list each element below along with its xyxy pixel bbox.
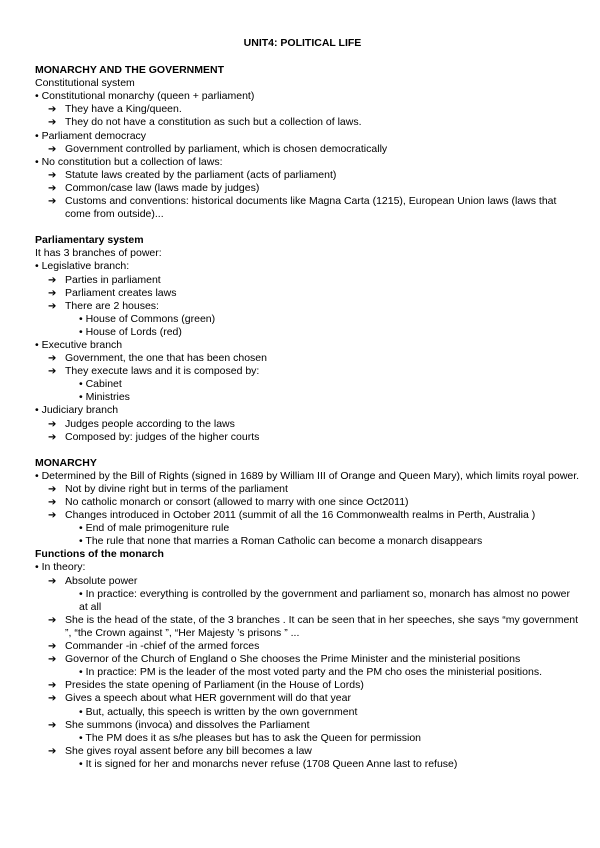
- arrow-item: ➔ Changes introduced in October 2011 (summit of all the 16 Commonwealth realms in Perth, Australia ): [48, 509, 536, 522]
- document-page: [35, 37, 580, 771]
- sub-bullet-item: • House of Lords (red): [79, 325, 182, 338]
- sub-bullet-item: • In practice: everything is controlled by the government and parliament so, monarch has almost no power at all: [79, 587, 571, 613]
- arrow-item: ➔ No catholic monarch or consort (allowed to marry with one since Oct2011): [48, 496, 409, 508]
- sub-bullet-item: • End of male primogeniture rule: [79, 522, 230, 535]
- arrow-item: ➔ Judges people according to the laws: [48, 417, 235, 430]
- arrow-right-icon: ➔: [48, 300, 57, 312]
- bullet-item: • Determined by the Bill of Rights (signed in 1689 by William III of Orange and Queen Mary), which limits royal power.: [35, 469, 580, 482]
- arrow-right-icon: ➔: [48, 117, 57, 129]
- arrow-item: ➔ Not by divine right but in terms of the parliament: [48, 482, 288, 495]
- arrow-item: ➔ Government, the one that has been chosen: [48, 352, 267, 365]
- arrow-right-icon: ➔: [48, 497, 57, 508]
- bullet-item: • Judiciary branch: [35, 404, 119, 417]
- bullet-item: • Executive branch: [35, 338, 123, 351]
- arrow-right-icon: ➔: [48, 287, 57, 299]
- bullet-item: • Legislative branch:: [35, 260, 130, 273]
- arrow-item: ➔ Presides the state opening of Parliament (in the House of Lords): [48, 679, 364, 692]
- sub-bullet-item: • Ministries: [79, 391, 130, 404]
- arrow-item: ➔ She is the head of the state, of the 3 branches . It can be seen that in her speeches, she says “my government ”, “the Crown against ”, “Her Majesty ’s prisons ” ...: [48, 613, 579, 639]
- arrow-right-icon: ➔: [48, 169, 57, 181]
- arrow-right-icon: ➔: [48, 483, 57, 495]
- page-title: UNIT4: POLITICAL LIFE: [243, 37, 362, 49]
- sub-bullet-item: • But, actually, this speech is written by the own government: [79, 705, 358, 718]
- arrow-right-icon: ➔: [48, 510, 57, 522]
- bullet-item: • In theory:: [35, 561, 86, 574]
- section-heading-parliamentary-system: Parliamentary system: [35, 234, 144, 247]
- sub-bullet-item: • In practice: PM is the leader of the most voted party and the PM cho oses the ministerial positions.: [79, 666, 542, 679]
- arrow-item: ➔ Parliament creates laws: [48, 286, 177, 299]
- section-heading-functions: Functions of the monarch: [35, 548, 164, 561]
- arrow-item: ➔ Commander -in -chief of the armed forces: [48, 640, 260, 653]
- arrow-right-icon: ➔: [48, 719, 57, 731]
- arrow-item: ➔ Parties in parliament: [48, 273, 161, 286]
- subheading: Constitutional system: [35, 77, 135, 90]
- arrow-item: ➔ She summons (invoca) and dissolves the Parliament: [48, 718, 310, 731]
- sub-bullet-item: • Cabinet: [79, 378, 122, 391]
- arrow-item: ➔ They execute laws and it is composed by:: [48, 365, 260, 378]
- arrow-right-icon: ➔: [48, 274, 57, 286]
- arrow-right-icon: ➔: [48, 104, 57, 116]
- arrow-right-icon: ➔: [48, 366, 57, 378]
- arrow-right-icon: ➔: [48, 614, 57, 626]
- subheading: It has 3 branches of power:: [35, 247, 162, 260]
- arrow-right-icon: ➔: [48, 418, 57, 430]
- arrow-right-icon: ➔: [48, 693, 57, 705]
- arrow-item: ➔ They have a King/queen.: [48, 103, 182, 116]
- sub-bullet-item: • The rule that none that marries a Roman Catholic can become a monarch disappears: [79, 535, 483, 548]
- bullet-item: • Parliament democracy: [35, 129, 147, 142]
- arrow-item: ➔ Composed by: judges of the higher courts: [48, 430, 260, 443]
- section-heading-monarchy-government: MONARCHY AND THE GOVERNMENT: [35, 64, 225, 77]
- arrow-item: ➔ Gives a speech about what HER government will do that year: [48, 692, 351, 705]
- arrow-item: ➔ She gives royal assent before any bill becomes a law: [48, 744, 312, 757]
- arrow-item: ➔ Customs and conventions: historical documents like Magna Carta (1215), European Union laws (laws that come from outside)...: [48, 195, 557, 221]
- arrow-right-icon: ➔: [48, 745, 57, 757]
- arrow-item: ➔ Common/case law (laws made by judges): [48, 181, 260, 194]
- arrow-right-icon: ➔: [48, 431, 57, 443]
- arrow-item: ➔ Statute laws created by the parliament (acts of parliament): [48, 168, 337, 181]
- arrow-right-icon: ➔: [48, 641, 57, 653]
- arrow-right-icon: ➔: [48, 143, 57, 155]
- arrow-item: ➔ They do not have a constitution as such but a collection of laws.: [48, 116, 362, 129]
- arrow-item: ➔ Absolute power: [48, 574, 138, 587]
- arrow-item: ➔ There are 2 houses:: [48, 299, 159, 312]
- bullet-item: • No constitution but a collection of laws:: [35, 155, 223, 168]
- arrow-right-icon: ➔: [48, 196, 57, 208]
- arrow-right-icon: ➔: [48, 654, 57, 666]
- sub-bullet-item: • It is signed for her and monarchs never refuse (1708 Queen Anne last to refuse): [79, 757, 458, 770]
- arrow-right-icon: ➔: [48, 353, 57, 365]
- arrow-item: ➔ Government controlled by parliament, which is chosen democratically: [48, 142, 388, 155]
- sub-bullet-item: • The PM does it as s/he pleases but has to ask the Queen for permission: [79, 731, 421, 744]
- arrow-right-icon: ➔: [48, 575, 57, 587]
- arrow-item: ➔ Governor of the Church of England o She chooses the Prime Minister and the ministerial positions: [48, 653, 521, 666]
- arrow-right-icon: ➔: [48, 680, 57, 692]
- section-heading-monarchy: MONARCHY: [35, 456, 97, 469]
- arrow-right-icon: ➔: [48, 182, 57, 194]
- sub-bullet-item: • House of Commons (green): [79, 312, 216, 325]
- bullet-item: • Constitutional monarchy (queen + parliament): [35, 90, 255, 103]
